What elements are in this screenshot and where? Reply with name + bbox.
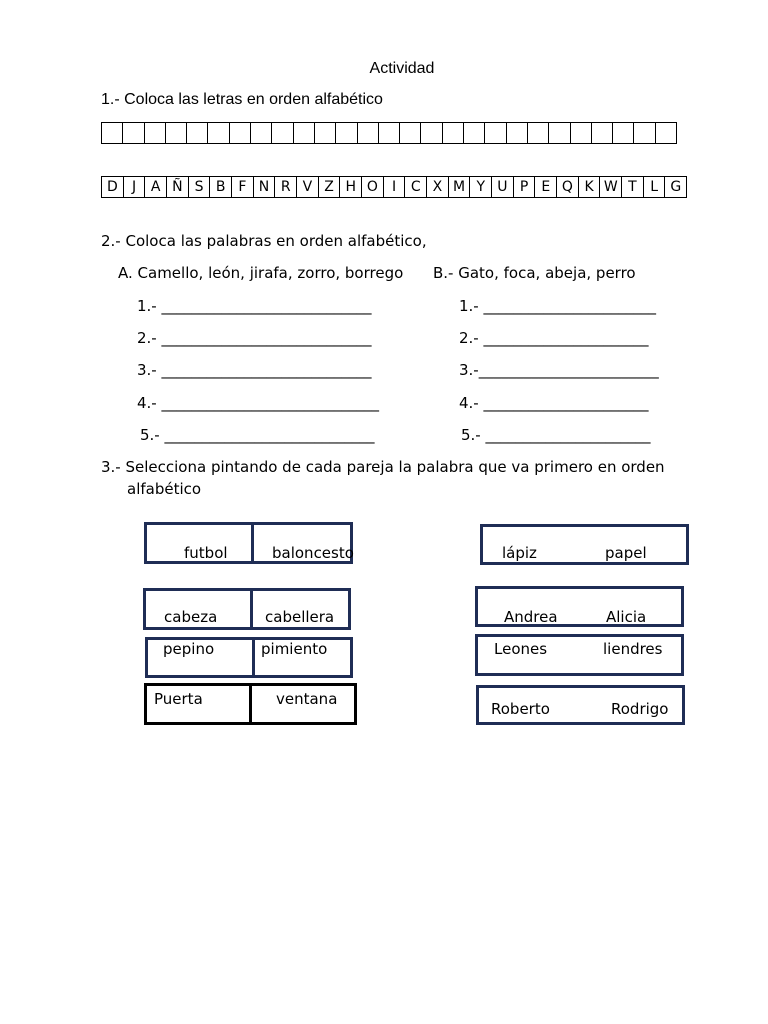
letter-cell: H (340, 176, 362, 198)
letter-cell: A (145, 176, 167, 198)
answer-cell[interactable] (230, 122, 251, 144)
answer-cell[interactable] (634, 122, 655, 144)
letter-cell: J (124, 176, 146, 198)
answer-cell[interactable] (294, 122, 315, 144)
pair-7-word-a[interactable]: Leones (494, 640, 548, 658)
pair-divider (250, 588, 253, 630)
letter-cell: K (579, 176, 601, 198)
pair-6-word-b[interactable]: Alicia (606, 608, 647, 626)
answer-cell[interactable] (336, 122, 357, 144)
section1-instruction: 1.- Coloca las letras en orden alfabético (101, 91, 383, 108)
list-a-line-2[interactable]: 2.- ____________________________ (137, 329, 372, 347)
list-b-label: B.- Gato, foca, abeja, perro (433, 264, 636, 282)
answer-cell[interactable] (315, 122, 336, 144)
letter-cell: X (427, 176, 449, 198)
list-b-line-5[interactable]: 5.- ______________________ (461, 426, 651, 444)
answer-cell[interactable] (613, 122, 634, 144)
letter-cell: S (189, 176, 211, 198)
letter-cell: Q (557, 176, 579, 198)
pair-1-word-b[interactable]: baloncesto (272, 544, 354, 562)
list-a-line-5[interactable]: 5.- ____________________________ (140, 426, 375, 444)
pair-6-word-a[interactable]: Andrea (504, 608, 558, 626)
answer-cell[interactable] (187, 122, 208, 144)
answer-cell[interactable] (102, 122, 123, 144)
list-b-line-2[interactable]: 2.- ______________________ (459, 329, 649, 347)
pair-4-word-b[interactable]: ventana (276, 690, 338, 708)
answer-cell[interactable] (166, 122, 187, 144)
list-b-line-3[interactable]: 3.-________________________ (459, 361, 659, 379)
letter-cell: B (210, 176, 232, 198)
pair-4-word-a[interactable]: Puerta (154, 690, 203, 708)
letter-cell: D (102, 176, 124, 198)
section3-instruction-cont: alfabético (127, 480, 202, 498)
answer-cell[interactable] (145, 122, 166, 144)
letter-cell: U (492, 176, 514, 198)
answer-cell[interactable] (656, 122, 677, 144)
letters-row (101, 176, 687, 198)
answer-cell[interactable] (485, 122, 506, 144)
answer-cell[interactable] (123, 122, 144, 144)
pair-divider (252, 637, 255, 678)
letter-cell: T (622, 176, 644, 198)
answer-cell[interactable] (592, 122, 613, 144)
worksheet-title: Actividad (369, 60, 435, 77)
letter-cell: Z (319, 176, 341, 198)
letter-cell: E (535, 176, 557, 198)
answer-cell[interactable] (251, 122, 272, 144)
list-a-line-4[interactable]: 4.- _____________________________ (137, 394, 379, 412)
list-a-line-3[interactable]: 3.- ____________________________ (137, 361, 372, 379)
letter-cell: M (449, 176, 471, 198)
answer-cell[interactable] (208, 122, 229, 144)
letter-cell: C (405, 176, 427, 198)
letter-cell: O (362, 176, 384, 198)
letter-cell: R (275, 176, 297, 198)
letter-cell: Y (470, 176, 492, 198)
pair-3-word-b[interactable]: pimiento (261, 640, 328, 658)
pair-2-word-b[interactable]: cabellera (265, 608, 335, 626)
pair-5-word-a[interactable]: lápiz (502, 544, 537, 562)
pair-2-word-a[interactable]: cabeza (164, 608, 218, 626)
pair-divider (251, 522, 254, 564)
list-a-line-1[interactable]: 1.- ____________________________ (137, 297, 372, 315)
answer-cell[interactable] (528, 122, 549, 144)
answer-cell[interactable] (507, 122, 528, 144)
answer-cell[interactable] (379, 122, 400, 144)
answer-cell[interactable] (571, 122, 592, 144)
list-b-line-1[interactable]: 1.- _______________________ (459, 297, 656, 315)
pair-8-word-a[interactable]: Roberto (491, 700, 550, 718)
list-b-line-4[interactable]: 4.- ______________________ (459, 394, 649, 412)
answer-cell[interactable] (400, 122, 421, 144)
letter-cell: I (384, 176, 406, 198)
answer-cell[interactable] (272, 122, 293, 144)
answer-cell[interactable] (443, 122, 464, 144)
letter-cell: V (297, 176, 319, 198)
letter-cell: Ñ (167, 176, 189, 198)
answer-cell[interactable] (421, 122, 442, 144)
answer-cell[interactable] (464, 122, 485, 144)
letter-cell: W (600, 176, 622, 198)
letter-cell: F (232, 176, 254, 198)
pair-divider (249, 683, 252, 725)
section3-instruction: 3.- Selecciona pintando de cada pareja la palabra que va primero en orden (101, 458, 665, 476)
pair-5-word-b[interactable]: papel (605, 544, 647, 562)
letter-cell: P (514, 176, 536, 198)
answer-cells-row (101, 122, 677, 144)
answer-cell[interactable] (549, 122, 570, 144)
pair-7-word-b[interactable]: liendres (603, 640, 663, 658)
pair-1-word-a[interactable]: futbol (184, 544, 228, 562)
answer-cell[interactable] (358, 122, 379, 144)
letter-cell: N (254, 176, 276, 198)
pair-8-word-b[interactable]: Rodrigo (611, 700, 669, 718)
list-a-label: A. Camello, león, jirafa, zorro, borrego (118, 264, 404, 282)
letter-cell: G (665, 176, 687, 198)
pair-3-word-a[interactable]: pepino (163, 640, 215, 658)
letter-cell: L (644, 176, 666, 198)
section2-instruction: 2.- Coloca las palabras en orden alfabético, (101, 232, 427, 250)
